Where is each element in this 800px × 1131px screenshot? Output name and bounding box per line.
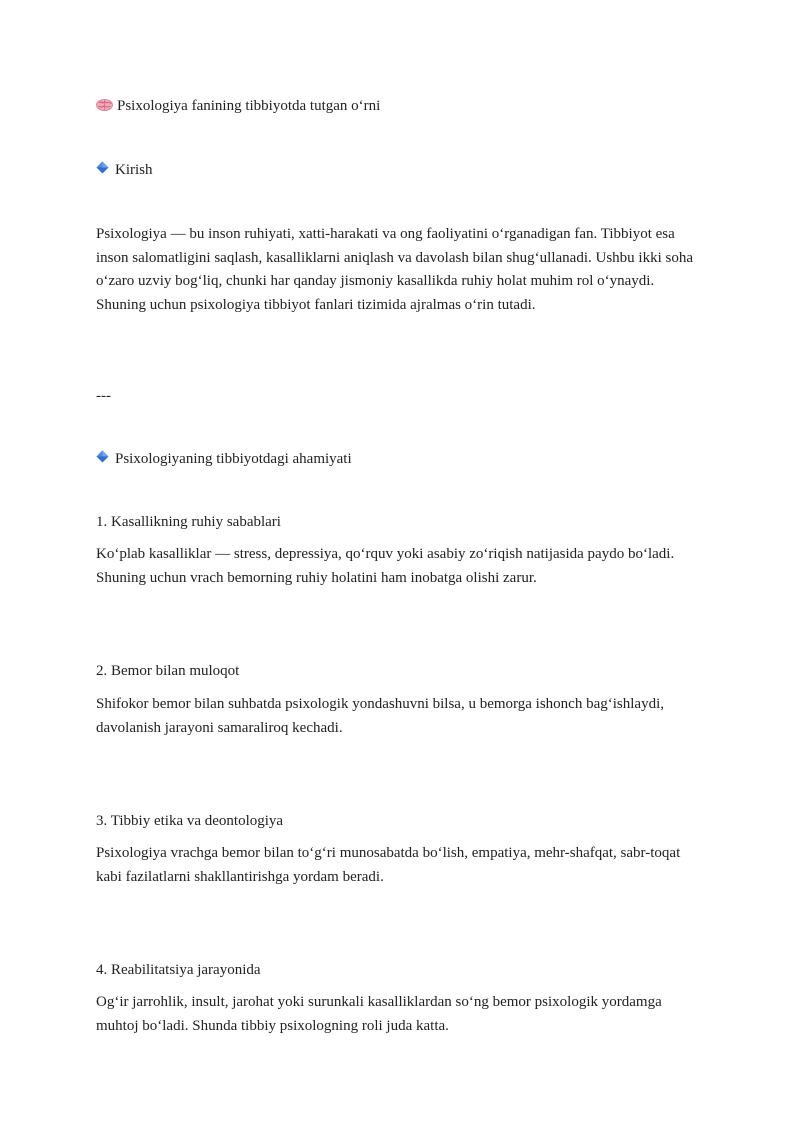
intro-heading [96,159,706,182]
section-separator: --- [96,388,111,404]
intro-heading-text: Kirish [115,162,153,178]
blue-diamond-icon [96,450,109,463]
item-title: 4. Reabilitatsiya jarayonida [96,962,261,978]
item-text: Ko‘plab kasalliklar — stress, depressiya, qo‘rquv yoki asabiy zo‘riqish natijasida paydo bo‘ladi. Shuning uchun vrach bemorning ruhiy holatini ham inobatga olishi zarur. [96,546,675,586]
item-title: 2. Bemor bilan muloqot [96,663,240,679]
document-title [96,95,706,118]
importance-heading [96,448,706,471]
item-title: 1. Kasallikning ruhiy sabablari [96,514,281,530]
intro-paragraph: Psixologiya — bu inson ruhiyati, xatti-harakati va ong faoliyatini o‘rganadigan fan. Tibbiyot esa inson salomatligini saqlash, kasalliklarni aniqlash va davolash bilan shug‘ullanadi. Ushbu ikki soha o‘zaro uzviy bog‘liq, chunki har qanday jismoniy kasallikda ruhiy holat muhim rol o‘ynaydi. Shuning uchun psixologiya tibbiyot fanlari tizimida ajralmas o‘rin tutadi. [96,226,693,313]
item-title: 3. Tibbiy etika va deontologiya [96,813,284,829]
importance-heading-text: Psixologiyaning tibbiyotdagi ahamiyati [115,451,352,467]
item-text: Shifokor bemor bilan suhbatda psixologik yondashuvni bilsa, u bemorga ishonch bag‘ishlaydi, davolanish jarayoni samaraliroq kechadi. [96,696,664,736]
brain-icon [96,99,113,111]
item-text: Og‘ir jarrohlik, insult, jarohat yoki surunkali kasalliklardan so‘ng bemor psixologik yordamga muhtoj bo‘ladi. Shunda tibbiy psixologning roli juda katta. [96,994,662,1034]
document-title-text: Psixologiya fanining tibbiyotda tutgan o‘rni [117,98,381,114]
blue-diamond-icon [96,161,109,174]
item-text: Psixologiya vrachga bemor bilan to‘g‘ri munosabatda bo‘lish, empatiya, mehr-shafqat, sabr-toqat kabi fazilatlarni shakllantirishga yordam beradi. [96,845,681,885]
